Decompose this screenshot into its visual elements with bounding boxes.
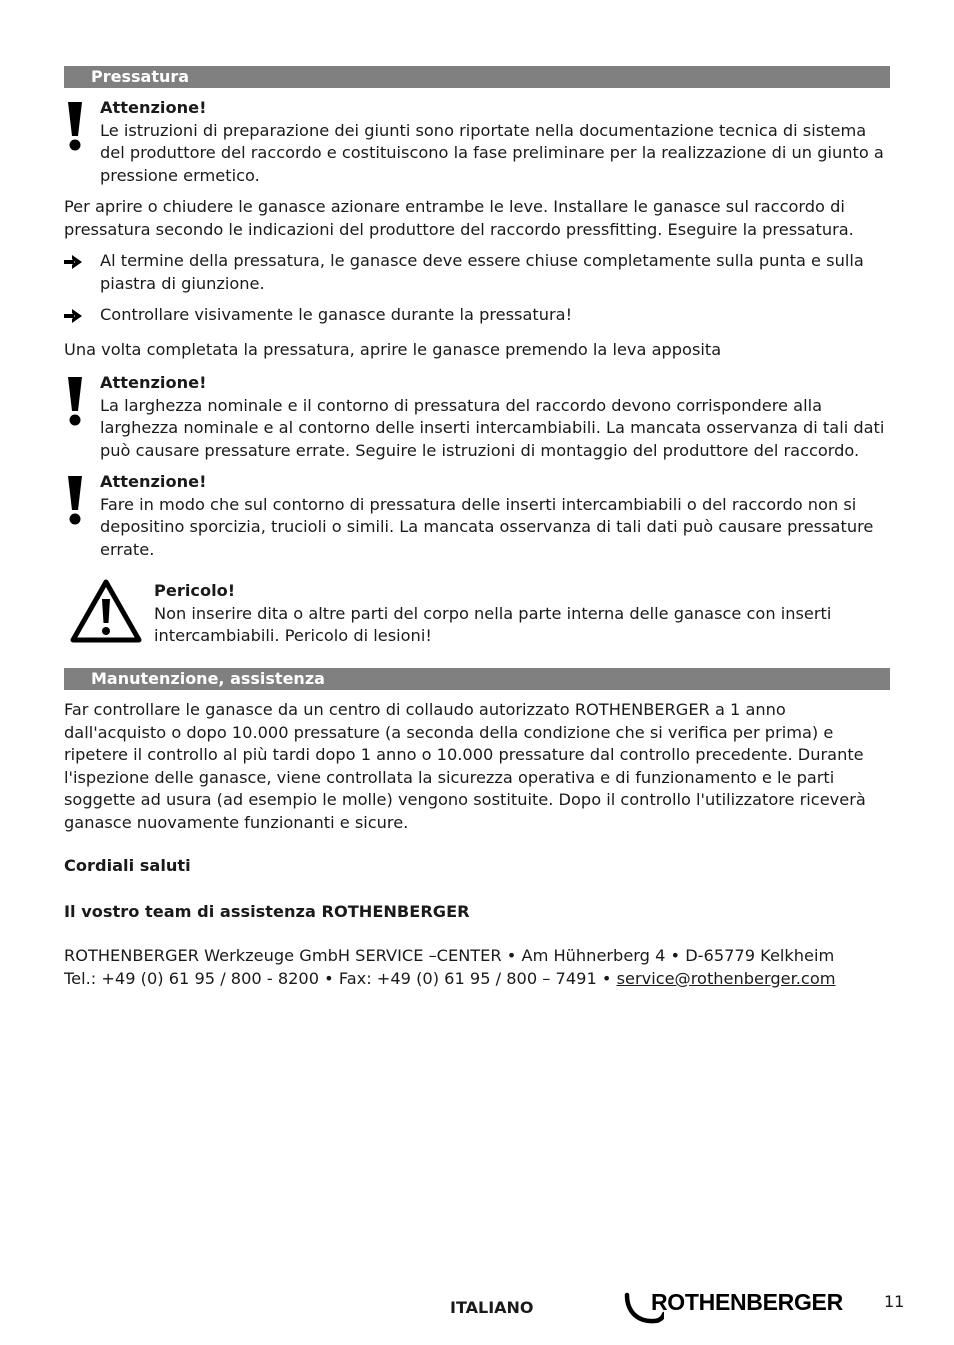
contact-phone-fax <box>64 968 894 991</box>
contact-block <box>64 945 894 990</box>
warning-line: del produttore del raccordo e costituiscono la fase preliminare per la realizzazione di un giunto a <box>100 143 884 162</box>
paragraph-line: ripetere il controllo al più tardi dopo 1 anno o 10.000 pressature dal controllo precedente. Durante <box>64 745 864 764</box>
paragraph-line: pressatura secondo le indicazioni del produttore del raccordo pressfitting. Eseguire la pressatura. <box>64 219 854 239</box>
warning-title: Attenzione! <box>100 98 207 117</box>
warning-attention-3 <box>100 471 895 561</box>
section-title: Manutenzione, assistenza <box>91 669 325 688</box>
warning-triangle-icon <box>70 579 142 643</box>
warning-line: pressione ermetico. <box>100 165 260 185</box>
rothenberger-logo <box>624 1290 854 1324</box>
arrow-right-icon <box>64 309 82 323</box>
warning-line: errate. <box>100 539 155 559</box>
bullet-item <box>100 304 890 327</box>
logo-wordmark: ROTHENBERGER <box>651 1289 843 1315</box>
section-header-pressatura <box>64 66 890 88</box>
paragraph-line: dall'acquisto o dopo 10.000 pressature (a seconda della condizione che si verifica per prima) e <box>64 722 834 742</box>
danger-line: intercambiabili. Pericolo di lesioni! <box>154 626 432 645</box>
danger-title: Pericolo! <box>154 581 236 600</box>
bullet-line: Controllare visivamente le ganasce durante la pressatura! <box>100 305 573 324</box>
section-title: Pressatura <box>91 67 190 86</box>
footer-language: ITALIANO <box>450 1298 534 1317</box>
paragraph-line: l'ispezione delle ganasce, viene controllata la sicurezza operativa e di funzionamento e le parti <box>64 767 835 787</box>
closing-greeting: Cordiali saluti <box>64 856 191 875</box>
warning-line: Le istruzioni di preparazione dei giunti sono riportate nella documentazione tecnica di sistema <box>100 120 867 140</box>
bullet-line: piastra di giunzione. <box>100 273 265 293</box>
paragraph-line: Una volta completata la pressatura, aprire le ganasce premendo la leva apposita <box>64 340 722 359</box>
exclamation-icon <box>66 474 84 526</box>
paragraph-line: Per aprire o chiudere le ganasce azionare entrambe le leve. Installare le ganasce sul raccordo di <box>64 197 845 216</box>
paragraph-maintenance <box>64 699 894 834</box>
paragraph-jaws-operation <box>64 196 894 241</box>
email-link[interactable]: service@rothenberger.com <box>616 968 836 988</box>
warning-line: La larghezza nominale e il contorno di pressatura del raccordo devono corrispondere alla <box>100 395 822 415</box>
section-header-manutenzione <box>64 668 890 690</box>
warning-line: larghezza nominale e al contorno delle inserti intercambiabili. La mancata osservanza di tali dati <box>100 418 885 437</box>
closing-team: Il vostro team di assistenza ROTHENBERGER <box>64 902 470 921</box>
exclamation-icon <box>66 375 84 427</box>
paragraph-line: ganasce nuovamente funzionanti e sicure. <box>64 812 409 832</box>
warning-attention-1 <box>100 97 895 187</box>
warning-line: può causare pressature errate. Seguire le istruzioni di montaggio del produttore del raccordo. <box>100 440 860 460</box>
danger-line: Non inserire dita o altre parti del corpo nella parte interna delle ganasce con inserti <box>154 603 832 623</box>
page-number: 11 <box>884 1292 905 1311</box>
warning-line: Fare in modo che sul contorno di pressatura delle inserti intercambiabili o del raccordo non si <box>100 494 857 514</box>
warning-title: Attenzione! <box>100 373 207 392</box>
warning-title: Attenzione! <box>100 472 207 491</box>
contact-phone-text: Tel.: +49 (0) 61 95 / 800 - 8200 • Fax: +49 (0) 61 95 / 800 – 7491 • <box>64 968 617 988</box>
warning-attention-2 <box>100 372 895 462</box>
danger-notice <box>154 580 894 648</box>
paragraph-line: soggette ad usura (ad esempio le molle) vengono sostituite. Dopo il controllo l'utilizzatore riceverà <box>64 790 866 809</box>
bullet-item <box>100 250 890 295</box>
exclamation-icon <box>66 100 84 152</box>
paragraph-open-jaws <box>64 339 894 362</box>
bullet-line: Al termine della pressatura, le ganasce deve essere chiuse completamente sulla punta e sulla <box>100 251 864 270</box>
contact-address: ROTHENBERGER Werkzeuge GmbH SERVICE –CENTER • Am Hühnerberg 4 • D-65779 Kelkheim <box>64 946 835 965</box>
arrow-right-icon <box>64 255 82 269</box>
warning-line: depositino sporcizia, trucioli o simili. La mancata osservanza di tali dati può causare pressature <box>100 517 874 536</box>
paragraph-line: Far controllare le ganasce da un centro di collaudo autorizzato ROTHENBERGER a 1 anno <box>64 700 786 719</box>
